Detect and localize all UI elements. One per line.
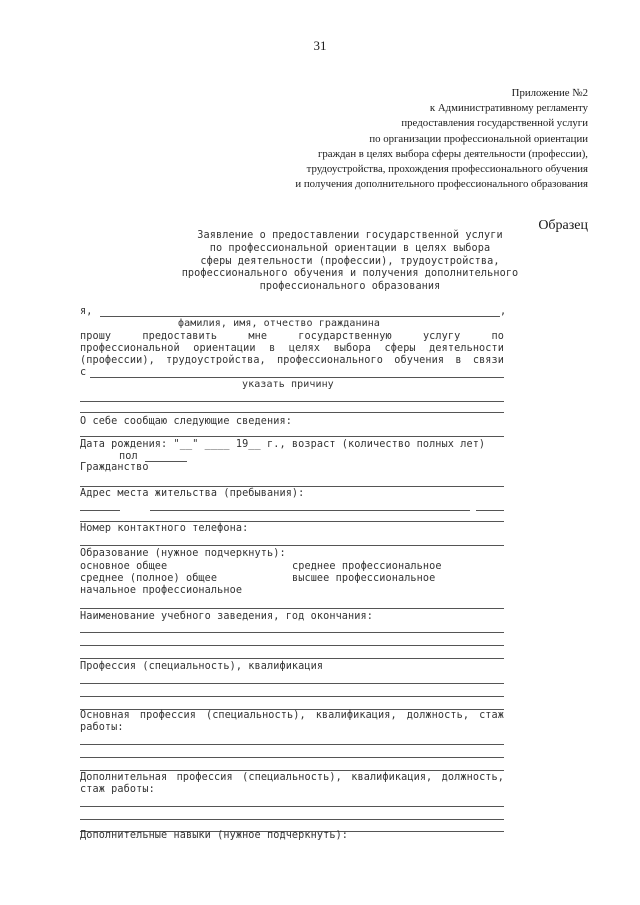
education-label: Образование (нужное подчеркнуть): xyxy=(80,548,286,559)
address-field[interactable] xyxy=(150,510,470,511)
education-option[interactable]: высшее профессиональное xyxy=(292,573,436,584)
additional-profession-field-line[interactable] xyxy=(80,806,504,807)
institution-field-line[interactable] xyxy=(80,632,504,633)
title-line: сферы деятельности (профессии), трудоустройства, xyxy=(200,255,500,267)
appendix-line: предоставления государственной услуги xyxy=(401,117,588,130)
document-title xyxy=(100,230,600,294)
education-option[interactable]: основное общее xyxy=(80,561,168,572)
main-profession-field-line[interactable] xyxy=(80,770,504,771)
main-profession-field-line[interactable] xyxy=(80,757,504,758)
main-profession-label-cont: работы: xyxy=(80,722,124,733)
reason-field-line[interactable] xyxy=(80,412,504,413)
sample-label: Образец xyxy=(538,218,588,233)
reason-caption: указать причину xyxy=(242,379,334,390)
title-line: профессионального образования xyxy=(259,281,441,293)
additional-profession-label-cont: стаж работы: xyxy=(80,784,155,795)
profession-label: Профессия (специальность), квалификация xyxy=(80,661,324,672)
page-number: 31 xyxy=(313,38,327,53)
phone-field[interactable] xyxy=(80,545,504,546)
additional-profession-label: Дополнительная профессия (специальность), квалификация, должность, xyxy=(80,772,504,783)
additional-profession-field-line[interactable] xyxy=(80,819,504,820)
institution-label: Наименование учебного заведения, год окончания: xyxy=(80,611,373,622)
address-field-part[interactable] xyxy=(476,510,504,511)
main-profession-label: Основная профессия (специальность), квалификация, должность, стаж xyxy=(80,710,504,721)
citizenship-label: Гражданство xyxy=(80,462,149,473)
appendix-line: Приложение №2 xyxy=(511,87,588,99)
education-option[interactable]: среднее профессиональное xyxy=(292,561,442,572)
title-line: по профессиональной ориентации в целях выбора xyxy=(209,242,491,254)
phone-label: Номер контактного телефона: xyxy=(80,523,249,534)
appendix-line: и получения дополнительного профессионального образования xyxy=(295,178,588,191)
request-line-prefix: с xyxy=(80,367,87,378)
title-line: профессионального обучения и получения дополнительного xyxy=(181,268,519,280)
education-option[interactable]: начальное профессиональное xyxy=(80,585,243,596)
about-self-label: О себе сообщаю следующие сведения: xyxy=(80,416,292,427)
education-option[interactable]: среднее (полное) общее xyxy=(80,573,218,584)
i-label: я, xyxy=(80,306,93,317)
fio-field[interactable] xyxy=(100,316,500,317)
address-field-line[interactable] xyxy=(80,521,504,522)
request-line: (профессии), трудоустройства, профессионального обучения в связи xyxy=(80,355,504,366)
appendix-line: трудоустройства, прохождения профессионального обучения xyxy=(306,163,588,176)
reason-field[interactable] xyxy=(90,377,504,378)
main-profession-field-line[interactable] xyxy=(80,744,504,745)
appendix-header xyxy=(295,86,588,192)
appendix-line: по организации профессиональной ориентации xyxy=(369,132,588,145)
appendix-line: к Административному регламенту xyxy=(429,102,588,115)
address-label: Адрес места жительства (пребывания): xyxy=(80,488,305,499)
title-line: Заявление о предоставлении государственной услуги xyxy=(197,230,503,241)
appendix-line: граждан в целях выбора сферы деятельности (профессии), xyxy=(317,147,588,160)
institution-field-line[interactable] xyxy=(80,645,504,646)
birth-date-label: Дата рождения: "__" ____ 19__ г., возраст (количество полных лет) xyxy=(80,439,486,450)
institution-field-line[interactable] xyxy=(80,658,504,659)
sex-field[interactable] xyxy=(145,461,187,462)
profession-field-line[interactable] xyxy=(80,696,504,697)
comma: , xyxy=(500,306,507,317)
citizenship-field[interactable] xyxy=(80,486,504,487)
request-line: прошу предоставить мне государственную услугу по xyxy=(80,331,504,342)
fio-caption: фамилия, имя, отчество гражданина xyxy=(178,318,380,329)
about-self-line[interactable] xyxy=(80,436,504,437)
education-line[interactable] xyxy=(80,608,504,609)
request-line: профессиональной ориентации в целях выбора сферы деятельности xyxy=(80,343,504,354)
profession-field-line[interactable] xyxy=(80,683,504,684)
address-field-part[interactable] xyxy=(80,510,120,511)
sex-label: пол xyxy=(119,451,138,462)
reason-field-line[interactable] xyxy=(80,401,504,402)
additional-skills-label: Дополнительные навыки (нужное подчеркнуть): xyxy=(80,830,349,841)
